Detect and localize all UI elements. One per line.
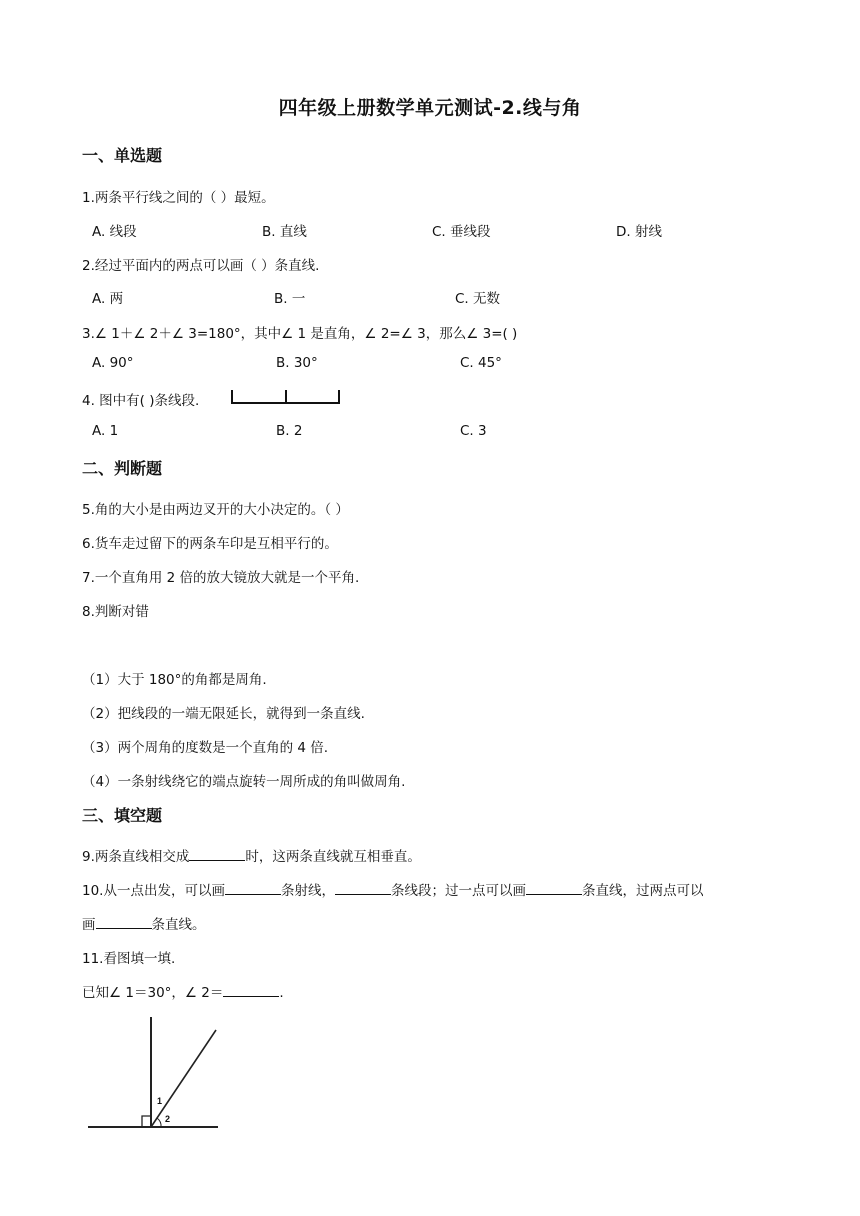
- answer-blank[interactable]: [225, 880, 281, 895]
- question-8-item-4: （4）一条射线绕它的端点旋转一周所成的角叫做周角.: [82, 774, 406, 790]
- question-8: 8.判断对错: [82, 604, 149, 620]
- option-q2-c[interactable]: C. 无数: [455, 291, 501, 307]
- angle-1-label: 1: [157, 1096, 163, 1106]
- option-q4-b[interactable]: B. 2: [276, 423, 303, 439]
- question-11-known-prefix: 已知∠ 1＝30°，∠ 2＝: [82, 985, 224, 1001]
- answer-blank[interactable]: [189, 846, 245, 861]
- angle-2-arc: [157, 1118, 161, 1127]
- page-title: 四年级上册数学单元测试-2.线与角: [278, 97, 582, 119]
- option-q4-a[interactable]: A. 1: [92, 423, 119, 439]
- section-heading-fill-blank: 三、填空题: [82, 806, 163, 825]
- question-11: 11.看图填一填.: [82, 951, 176, 967]
- question-10-line-2: [82, 913, 206, 933]
- question-10-part-3: 条线段；过一点可以画: [390, 883, 526, 899]
- question-1: 1.两条平行线之间的（ ）最短。: [82, 190, 275, 206]
- question-11-known-suffix: .: [279, 985, 284, 1001]
- question-10-part-2: 条射线，: [280, 883, 335, 899]
- section-heading-true-false: 二、判断题: [82, 459, 163, 478]
- question-4: 4. 图中有( )条线段.: [82, 393, 200, 409]
- option-q3-b[interactable]: B. 30°: [276, 355, 318, 371]
- question-10-line-1: [82, 879, 703, 899]
- option-q2-b[interactable]: B. 一: [274, 291, 306, 307]
- answer-blank[interactable]: [526, 880, 582, 895]
- answer-blank[interactable]: [223, 982, 279, 997]
- answer-blank[interactable]: [335, 880, 391, 895]
- option-q1-d[interactable]: D. 射线: [616, 224, 662, 240]
- answer-blank[interactable]: [96, 914, 152, 929]
- angle-2-label: 2: [165, 1114, 171, 1124]
- question-10-part-6: 条直线。: [151, 917, 206, 933]
- option-q1-a[interactable]: A. 线段: [92, 224, 137, 240]
- question-10-part-5: 画: [82, 917, 96, 933]
- question-9: [82, 845, 421, 865]
- option-q1-b[interactable]: B. 直线: [262, 224, 307, 240]
- question-8-item-3: （3）两个周角的度数是一个直角的 4 倍.: [82, 740, 329, 756]
- question-5: 5.角的大小是由两边叉开的大小决定的。（ ）: [82, 502, 349, 518]
- question-9-suffix: 时，这两条直线就互相垂直。: [245, 849, 421, 865]
- question-11-known: [82, 981, 284, 1001]
- question-8-item-1: （1）大于 180°的角都是周角.: [82, 672, 267, 688]
- section-heading-single-choice: 一、单选题: [82, 146, 163, 165]
- angle-figure: [84, 1010, 224, 1134]
- option-q3-a[interactable]: A. 90°: [92, 355, 134, 371]
- option-q1-c[interactable]: C. 垂线段: [432, 224, 491, 240]
- question-9-prefix: 9.两条直线相交成: [82, 849, 190, 865]
- option-q3-c[interactable]: C. 45°: [460, 355, 502, 371]
- right-angle-mark: [142, 1116, 151, 1127]
- question-10-part-4: 条直线，过两点可以: [581, 883, 704, 899]
- question-7: 7.一个直角用 2 倍的放大镜放大就是一个平角.: [82, 570, 360, 586]
- slanted-ray: [151, 1030, 216, 1127]
- question-10-part-1: 10.从一点出发，可以画: [82, 883, 225, 899]
- option-q2-a[interactable]: A. 两: [92, 291, 124, 307]
- question-6: 6.货车走过留下的两条车印是互相平行的。: [82, 536, 338, 552]
- question-8-item-2: （2）把线段的一端无限延长，就得到一条直线.: [82, 706, 365, 722]
- question-2: 2.经过平面内的两点可以画（ ）条直线.: [82, 258, 320, 274]
- line-segment-figure: [228, 386, 344, 408]
- option-q4-c[interactable]: C. 3: [460, 423, 487, 439]
- question-3: 3.∠ 1＋∠ 2＋∠ 3=180°，其中∠ 1 是直角，∠ 2=∠ 3，那么∠ 3=( ): [82, 326, 518, 342]
